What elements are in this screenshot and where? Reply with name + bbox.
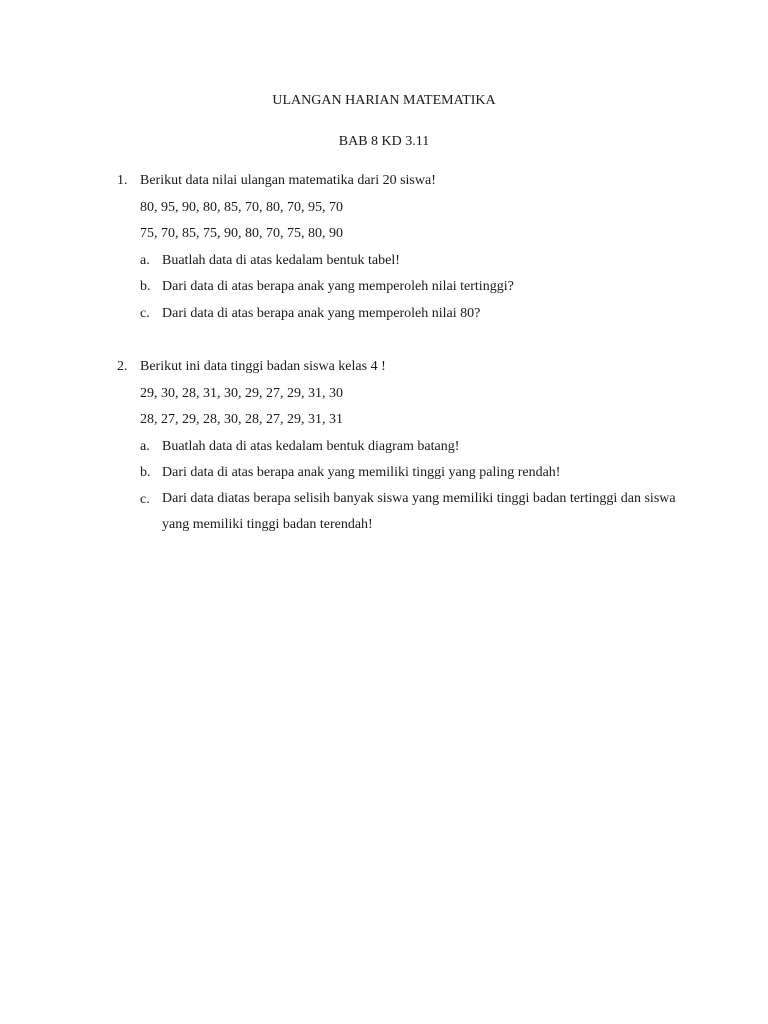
sub-question-text: Buatlah data di atas kedalam bentuk tabel! xyxy=(162,252,400,268)
sub-question-letter: a. xyxy=(140,252,150,268)
question-number: 2. xyxy=(117,359,128,374)
sub-question-text: Dari data di atas berapa anak yang memperoleh nilai 80? xyxy=(162,305,481,321)
sub-question-letter: b. xyxy=(140,279,151,294)
document-title: ULANGAN HARIAN MATEMATIKA xyxy=(272,93,496,108)
sub-question-letter: c. xyxy=(140,491,150,507)
question-2-header xyxy=(117,359,717,386)
data-line: 75, 70, 85, 75, 90, 80, 70, 75, 80, 90 xyxy=(140,226,343,241)
question-2 xyxy=(117,359,717,545)
question-text: Berikut data nilai ulangan matematika dari 20 siswa! xyxy=(140,173,436,188)
question-number: 1. xyxy=(117,173,128,188)
data-line: 80, 95, 90, 80, 85, 70, 80, 70, 95, 70 xyxy=(140,199,343,215)
sub-question-text: Buatlah data di atas kedalam bentuk diagram batang! xyxy=(162,438,460,454)
sub-question-text: Dari data di atas berapa anak yang memperoleh nilai tertinggi? xyxy=(162,279,514,294)
question-1-header xyxy=(117,173,717,200)
sub-question-c xyxy=(117,492,717,545)
document-subtitle: BAB 8 KD 3.11 xyxy=(338,134,430,149)
question-1 xyxy=(117,173,717,332)
data-line: 28, 27, 29, 28, 30, 28, 27, 29, 31, 31 xyxy=(140,412,343,427)
sub-question-c xyxy=(117,306,717,333)
sub-question-a xyxy=(117,439,717,466)
sub-question-b xyxy=(117,279,717,306)
sub-question-letter: b. xyxy=(140,465,151,480)
sub-question-text: Dari data diatas berapa selisih banyak siswa yang memiliki tinggi badan tertinggi dan siswa yang memiliki tinggi badan terendah! xyxy=(162,490,676,532)
sub-question-letter: c. xyxy=(140,305,150,321)
sub-question-a xyxy=(117,253,717,280)
sub-question-text: Dari data di atas berapa anak yang memiliki tinggi yang paling rendah! xyxy=(162,465,561,480)
data-line: 29, 30, 28, 31, 30, 29, 27, 29, 31, 30 xyxy=(140,385,343,401)
question-text: Berikut ini data tinggi badan siswa kelas 4 ! xyxy=(140,359,386,374)
sub-question-letter: a. xyxy=(140,438,150,454)
